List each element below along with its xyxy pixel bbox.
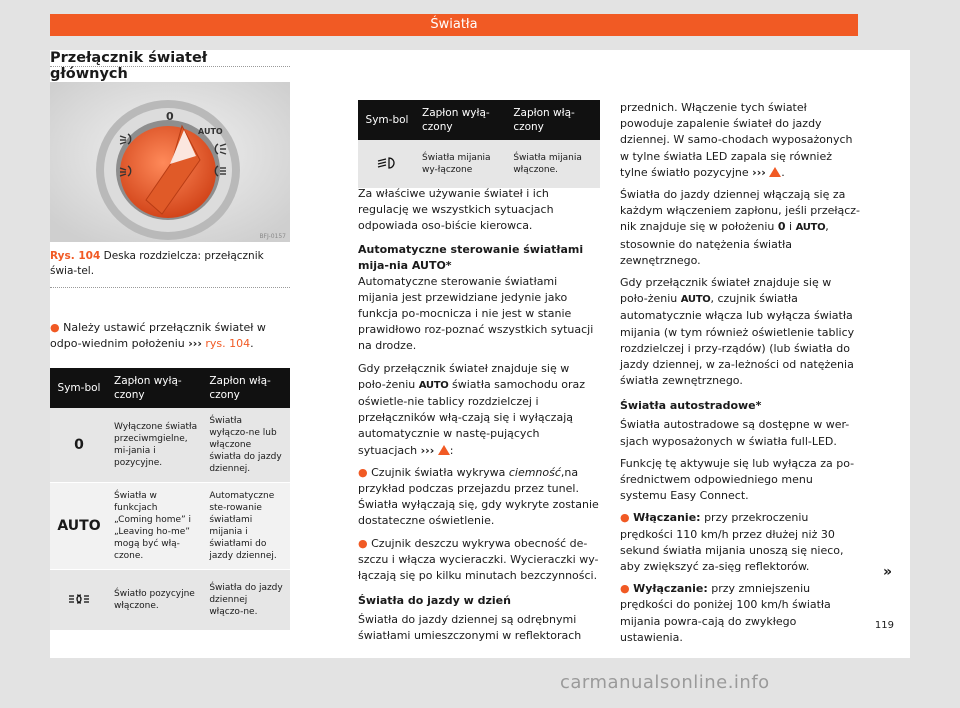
figure-reference-link[interactable]: rys. 104 bbox=[205, 337, 251, 351]
table-row bbox=[358, 140, 600, 189]
table-cell: Światła w funkcjach „Coming home” i „Leaving ho-me” mogą być włą-czone. bbox=[108, 483, 203, 570]
text-span: Światła do jazdy dziennej włączają się za każdym włączeniem zapłonu, jeśli przełącz-nik znajduje się w położeniu bbox=[620, 188, 861, 234]
auto-badge: AUTO bbox=[795, 222, 826, 234]
auto-lights-heading: Automatyczne sterowanie światłami mija-nia AUTO* bbox=[358, 242, 584, 272]
symbol-zero: 0 bbox=[50, 408, 108, 483]
table-cell: Wyłączone światła przeciwmgielne, mi-jania i pozycyjne. bbox=[108, 408, 203, 483]
figure-label: Rys. 104 bbox=[50, 250, 101, 262]
text-span: światła samochodu oraz oświetle-nie tablicy rozdzielczej i przełączników włą-czają się i wyłączają automatycznie w nastę-pujących sytuacjach bbox=[358, 377, 586, 457]
auto-conditions-paragraph bbox=[358, 361, 600, 459]
text-span: Gdy przełącznik świateł znajduje się w poło-żeniu bbox=[620, 276, 832, 306]
watermark: carmanualsonline.info bbox=[560, 672, 770, 693]
intro-end: . bbox=[250, 337, 254, 351]
column-right-text bbox=[620, 100, 860, 646]
auto-lights-paragraph: Automatyczne sterowanie światłami mijania jest przewidziane jedynie jako funkcja po-mocnicza i nie jest w stanie prawidłowo roz-poznać wszystkich sytuacji na drodze. bbox=[358, 274, 594, 353]
switch-label-zero: 0 bbox=[166, 110, 174, 123]
bullet-label: Wyłączanie: bbox=[633, 582, 708, 596]
ref-arrows: ››› bbox=[188, 337, 202, 351]
warning-icon[interactable] bbox=[438, 445, 450, 455]
disable-bullet bbox=[620, 581, 860, 646]
sensor-paragraph bbox=[620, 275, 860, 389]
caption-divider bbox=[50, 287, 290, 288]
light-switch-illustration bbox=[50, 82, 290, 242]
column-middle-text bbox=[358, 186, 600, 645]
table-header-ignition-off: Zapłon wyłą-czony bbox=[416, 100, 507, 140]
bullet-icon: ● bbox=[358, 536, 368, 550]
light-switch-figure bbox=[50, 82, 290, 242]
table-cell: Światła do jazdy dziennej włączo-ne. bbox=[203, 570, 290, 631]
text-span: przy zmniejszeniu prędkości do poniżej 100 km/h światła mijania powra-cają do zwykłego ustawienia. bbox=[620, 582, 831, 644]
zero-badge: 0 bbox=[777, 220, 786, 234]
warning-icon[interactable] bbox=[769, 167, 781, 177]
light-sensor-bullet bbox=[358, 465, 600, 530]
auto-badge: AUTO bbox=[680, 294, 711, 306]
ref-arrows: ››› bbox=[420, 443, 435, 457]
text-span: Gdy przełącznik świateł znajduje się w poło-żeniu bbox=[358, 361, 570, 391]
continue-arrow-icon: » bbox=[882, 564, 892, 580]
rain-sensor-bullet bbox=[358, 536, 600, 585]
text-span: Czujnik światła wykrywa bbox=[371, 465, 506, 479]
bullet-icon: ● bbox=[620, 582, 630, 596]
text-span: przy przekroczeniu prędkości 110 km/h przez dłużej niż 30 sekund światła mijania unoszą się nieco, aby zwiększyć za-sięg reflektorów. bbox=[620, 511, 844, 574]
switch-label-auto: AUTO bbox=[198, 127, 223, 136]
text-span: i bbox=[789, 220, 793, 234]
table-header-symbol: Sym-bol bbox=[358, 100, 416, 140]
responsibility-paragraph: Za właściwe używanie świateł i ich regulację we wszystkich sytuacjach odpowiada oso-biście kierowca. bbox=[358, 187, 554, 233]
section-title: Przełącznik świateł głównych bbox=[50, 50, 208, 82]
table-cell: Automatyczne ste-rowanie światłami mijania i światłami do jazdy dziennej. bbox=[203, 483, 290, 570]
daytime-lights-paragraph: Światła do jazdy dziennej są odrębnymi światłami umieszczonymi w reflektorach bbox=[358, 613, 582, 643]
table-cell: Światła mijania włączone. bbox=[507, 140, 600, 189]
text-span: , stosownie do natężenia światła zewnętrznego. bbox=[620, 220, 829, 267]
text-span: : bbox=[449, 443, 454, 457]
table-header-ignition-on: Zapłon włą-czony bbox=[507, 100, 600, 140]
bullet-icon: ● bbox=[620, 511, 630, 525]
table-header-symbol: Sym-bol bbox=[50, 368, 108, 408]
daytime-continued-paragraph bbox=[620, 100, 860, 181]
highway-availability-paragraph: Światła autostradowe są dostępne w wer-sjach wyposażonych w światła full-LED. bbox=[620, 418, 850, 448]
table-cell: Światło pozycyjne włączone. bbox=[108, 570, 203, 631]
title-divider bbox=[50, 66, 290, 67]
enable-bullet bbox=[620, 510, 860, 575]
ref-arrows: ››› bbox=[752, 165, 766, 179]
chapter-header: Światła bbox=[50, 14, 858, 36]
auto-badge: AUTO bbox=[418, 379, 449, 391]
symbol-table-low-beam bbox=[358, 100, 600, 189]
table-row bbox=[50, 483, 290, 570]
table-row bbox=[50, 408, 290, 483]
figure-caption bbox=[50, 249, 290, 288]
text-span: . bbox=[781, 165, 785, 179]
ignition-paragraph bbox=[620, 187, 860, 269]
page-number: 119 bbox=[874, 620, 894, 631]
figure-code: BFJ-0157 bbox=[259, 233, 286, 240]
symbol-auto: AUTO bbox=[50, 483, 108, 570]
text-span: przednich. Włączenie tych świateł powoduje zapalenie świateł do jazdy dziennej. W samo-chodach wyposażonych w tylne światła LED zapala się również tylne światło pozycyjne bbox=[620, 101, 853, 179]
position-light-icon bbox=[50, 570, 108, 631]
highway-menu-paragraph: Funkcję tę aktywuje się lub wyłącza za po-średnictwem odpowiedniego menu systemu Easy Connect. bbox=[620, 456, 855, 503]
text-emphasis: ciemność bbox=[508, 465, 561, 479]
figure-caption-text: Deska rozdzielcza: przełącznik świa-tel. bbox=[50, 250, 264, 277]
text-span: ,na przykład podczas przejazdu przez tunel. Światła wyłączają się, gdy wykryte zostanie dostateczne oświetlenie. bbox=[358, 465, 599, 528]
text-span: Czujnik deszczu wykrywa obecność de-szczu i włącza wycieraczki. Wycieraczki wy-łączają się po kilku minutach bezczynności. bbox=[358, 536, 599, 583]
bullet-icon: ● bbox=[50, 321, 60, 334]
text-span: , czujnik światła automatycznie włącza lub wyłącza światła mijania (w tym również oświetlenie tablicy rozdzielczej i przy-rządów) (lub światła do jazdy dziennej, w za-leżności od natężenia światła zewnętrznego. bbox=[620, 292, 855, 388]
bullet-label: Włączanie: bbox=[633, 511, 701, 525]
daytime-lights-heading: Światła do jazdy w dzień bbox=[358, 594, 511, 608]
bullet-icon: ● bbox=[358, 465, 368, 479]
intro-paragraph bbox=[50, 320, 290, 352]
highway-lights-heading: Światła autostradowe* bbox=[620, 399, 762, 413]
table-cell: Światła wyłączo-ne lub włączone światła do jazdy dziennej. bbox=[203, 408, 290, 483]
table-header-ignition-on: Zapłon włą-czony bbox=[203, 368, 290, 408]
symbol-table-main bbox=[50, 368, 290, 631]
intro-text: Należy ustawić przełącznik świateł w odpo-wiednim położeniu bbox=[50, 321, 266, 351]
low-beam-icon bbox=[358, 140, 416, 189]
table-row bbox=[50, 570, 290, 631]
table-header-ignition-off: Zapłon wyłą-czony bbox=[108, 368, 203, 408]
table-cell: Światła mijania wy-łączone bbox=[416, 140, 507, 189]
